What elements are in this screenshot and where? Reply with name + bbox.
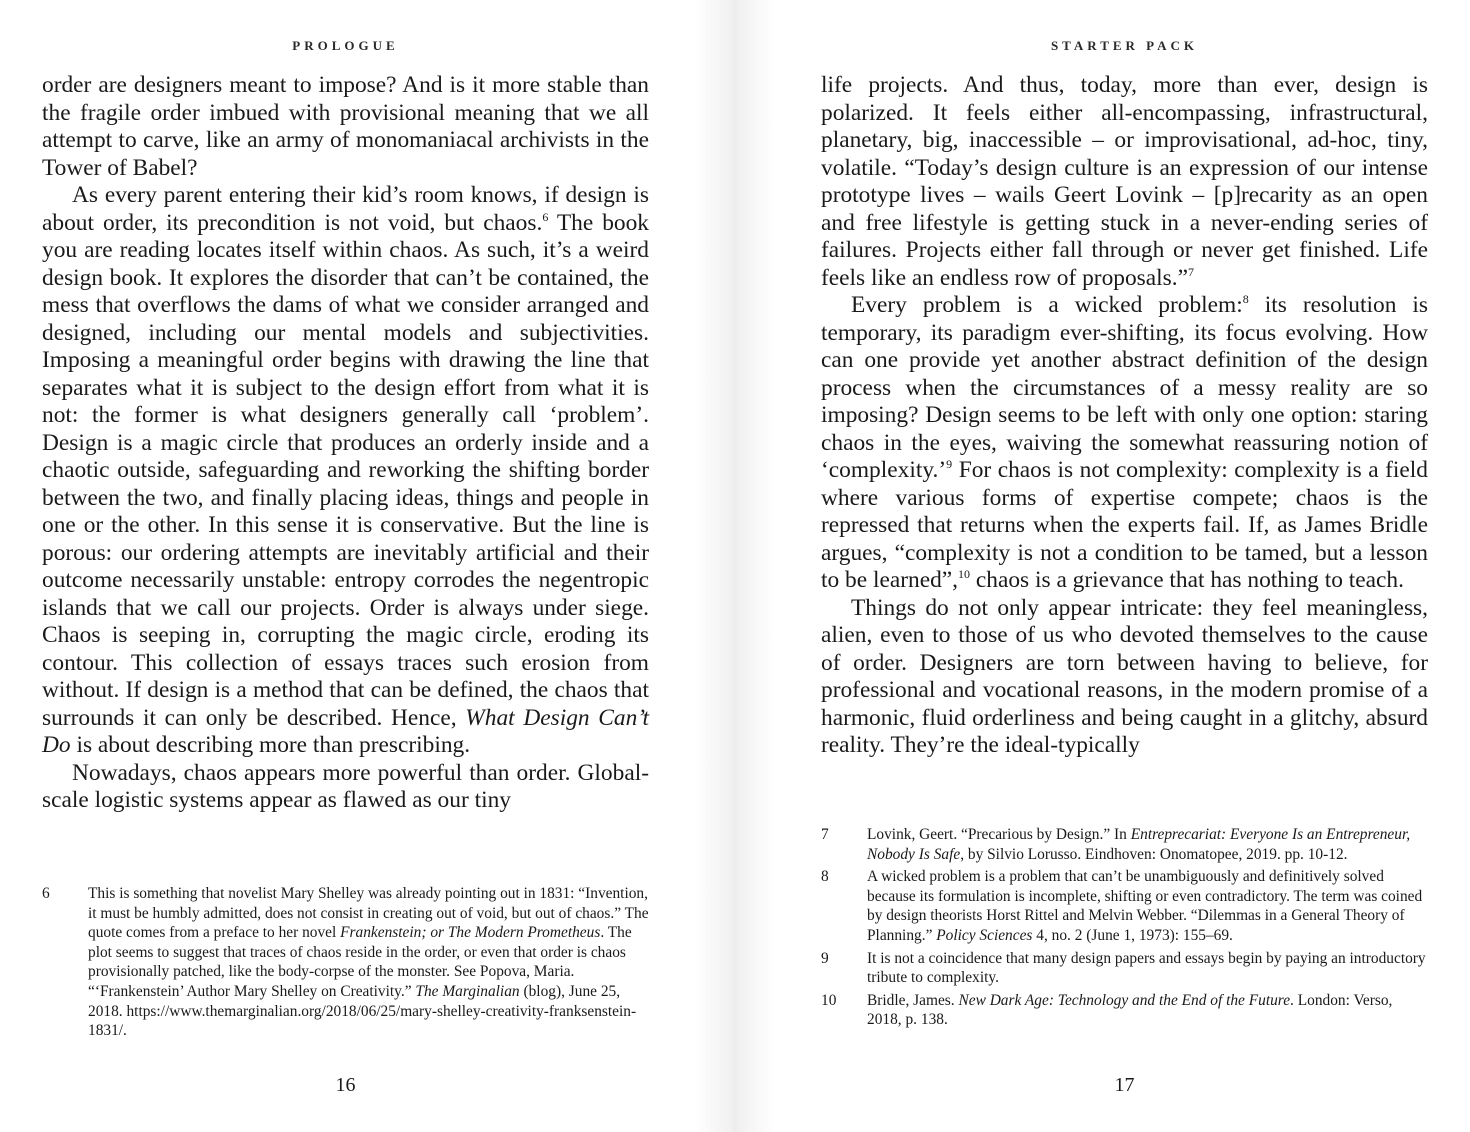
footnote-text: This is something that novelist Mary Shelley was already pointing out in 1831: “Invention, it must be humbly admitted, does not consist in creating out of void, but out of chaos.” The quote comes from a preface to her novel Frankenstein; or The Modern Prometheus. The plot seems to suggest that traces of chaos reside in the order, or even that order is chaos provisionally patched, like the body-corpse of the monster. See Popova, Maria. “‘Frankenstein’ Author Mary Shelley on Creativity.” The Marginalian (blog), June 25, 2018. https://www.themarginalian.org/2018/06/25/mary-shelley-creativity-franksenstein-1831/.	[88, 885, 649, 1040]
paragraph: life projects. And thus, today, more than ever, design is polarized. It feels either all-encompassing, infrastructural, planetary, big, inaccessible – or improvisational, ad-hoc, tiny, volatile. “Today’s design culture is an expression of our intense prototype lives – wails Geert Lovink – [p]recarity as an open and free lifestyle is getting stuck in a never-ending series of failures. Projects either fall through or never get finished. Life feels like an endless row of proposals.”$^7$	[821, 72, 1428, 291]
right-page	[821, 0, 1428, 1132]
footnote-number: 7	[821, 826, 829, 843]
paragraph: order are designers meant to impose? And is it more stable than the fragile order imbued with provisional meaning that we all attempt to carve, like an army of monomaniacal archivists in the Tower of Babel?	[42, 72, 649, 181]
footnote-ref-7[interactable]: 7	[1188, 264, 1194, 279]
footnote-number: 9	[821, 949, 829, 967]
footnote-number: 6	[42, 885, 50, 902]
paragraph: Things do not only appear intricate: they feel meaningless, alien, even to those of us who devoted themselves to the cause of order. Designers are torn between having to believe, for professional and vocational reasons, in the modern promise of a harmonic, fluid orderliness and being caught in a glitchy, absurd reality. They’re the ideal-typically	[821, 594, 1428, 758]
footnote-6	[42, 884, 649, 1041]
footnote-text: It is not a coincidence that many design papers and essays begin by paying an introductory tribute to complexity.	[867, 949, 1426, 987]
footnotes-right	[821, 825, 1428, 1033]
footnote-7	[821, 825, 1428, 864]
running-head-right: STARTER PACK	[1050, 38, 1199, 53]
footnote-number: 10	[821, 991, 837, 1009]
footnote-text: A wicked problem is a problem that can’t be unambiguously and definitively solved because its formulation is incomplete, shifting or even contradictory. The term was coined by design theorists Horst Rittel and Melvin Webber. “Dilemmas in a General Theory of Planning.” Policy Sciences 4, no. 2 (June 1, 1973): 155–69.	[867, 868, 1423, 944]
footnote-text: Lovink, Geert. “Precarious by Design.” In Entreprecariat: Everyone Is an Entrepreneur, Nobody Is Safe, by Silvio Lorusso. Eindhoven: Onomatopee, 2019. pp. 10-12.	[867, 826, 1411, 863]
footnote-text: Bridle, James. New Dark Age: Technology and the End of the Future. London: Verso, 2018, p. 138.	[867, 991, 1393, 1029]
footnote-ref-10[interactable]: 10	[958, 567, 971, 581]
body-text-left	[42, 72, 649, 815]
footnote-9	[821, 949, 1428, 988]
paragraph: As every parent entering their kid’s room knows, if design is about order, its precondition is not void, but chaos.$^6$ The book you are reading locates itself within chaos. As such, it’s a weird design book. It explores the disorder that can’t be contained, the mess that overflows the dams of what we consider arranged and designed, including our mental models and subjectivities. Imposing a meaningful order begins with drawing the line that separates what it is subject to the design effort from what it is not: the former is what designers generally call ‘problem’. Design is a magic circle that produces an orderly inside and a chaotic outside, safeguarding and reworking the shifting border between the two, and finally placing ideas, things and people in one or the other. In this sense it is conservative. But the line is porous: our ordering attempts are inevitably artificial and their outcome necessarily unstable: entropy corrodes the negentropic islands that we call our projects. Order is always under siege. Chaos is seeping in, corrupting the magic circle, eroding its contour. This collection of essays traces such erosion from without. If design is a method that can be defined, the chaos that surrounds it can only be described. Hence, What Design Can’t Do is about describing more than prescribing.	[42, 182, 650, 758]
paragraph: Nowadays, chaos appears more powerful than order. Global-scale logistic systems appear as flawed as our tiny	[42, 759, 649, 813]
footnote-8	[821, 867, 1428, 945]
page-number-left: 16	[335, 1074, 356, 1096]
book-gutter	[695, 0, 775, 1132]
left-page	[42, 0, 649, 1132]
book-title: What Design Can’t Do	[42, 704, 649, 758]
footnote-ref-9[interactable]: 9	[946, 457, 953, 471]
footnote-10	[821, 991, 1428, 1030]
paragraph: Every problem is a wicked problem:$^8$ its resolution is temporary, its paradigm ever-shifting, its focus evolving. How can one provide yet another abstract definition of the design process when the circumstances of a messy reality are so imposing? Design seems to be left with only one option: staring chaos in the eyes, waiving the somewhat reassuring notion of ‘complexity.’$^9$ For chaos is not complexity: complexity is a field where various forms of expertise compete; chaos is the repressed that returns when the experts fail. If, as James Bridle argues, “complexity is not a condition to be tamed, but a lesson to be learned”,$^{10}$ chaos is a grievance that has nothing to teach.	[821, 292, 1428, 593]
footnotes-left	[42, 884, 649, 1044]
body-text-right	[821, 72, 1428, 760]
running-head-left: PROLOGUE	[292, 38, 399, 53]
footnote-ref-8[interactable]: 8	[1242, 292, 1249, 306]
footnote-number: 8	[821, 868, 829, 886]
footnote-ref-6[interactable]: 6	[542, 209, 549, 224]
page-number-right: 17	[1114, 1074, 1135, 1096]
